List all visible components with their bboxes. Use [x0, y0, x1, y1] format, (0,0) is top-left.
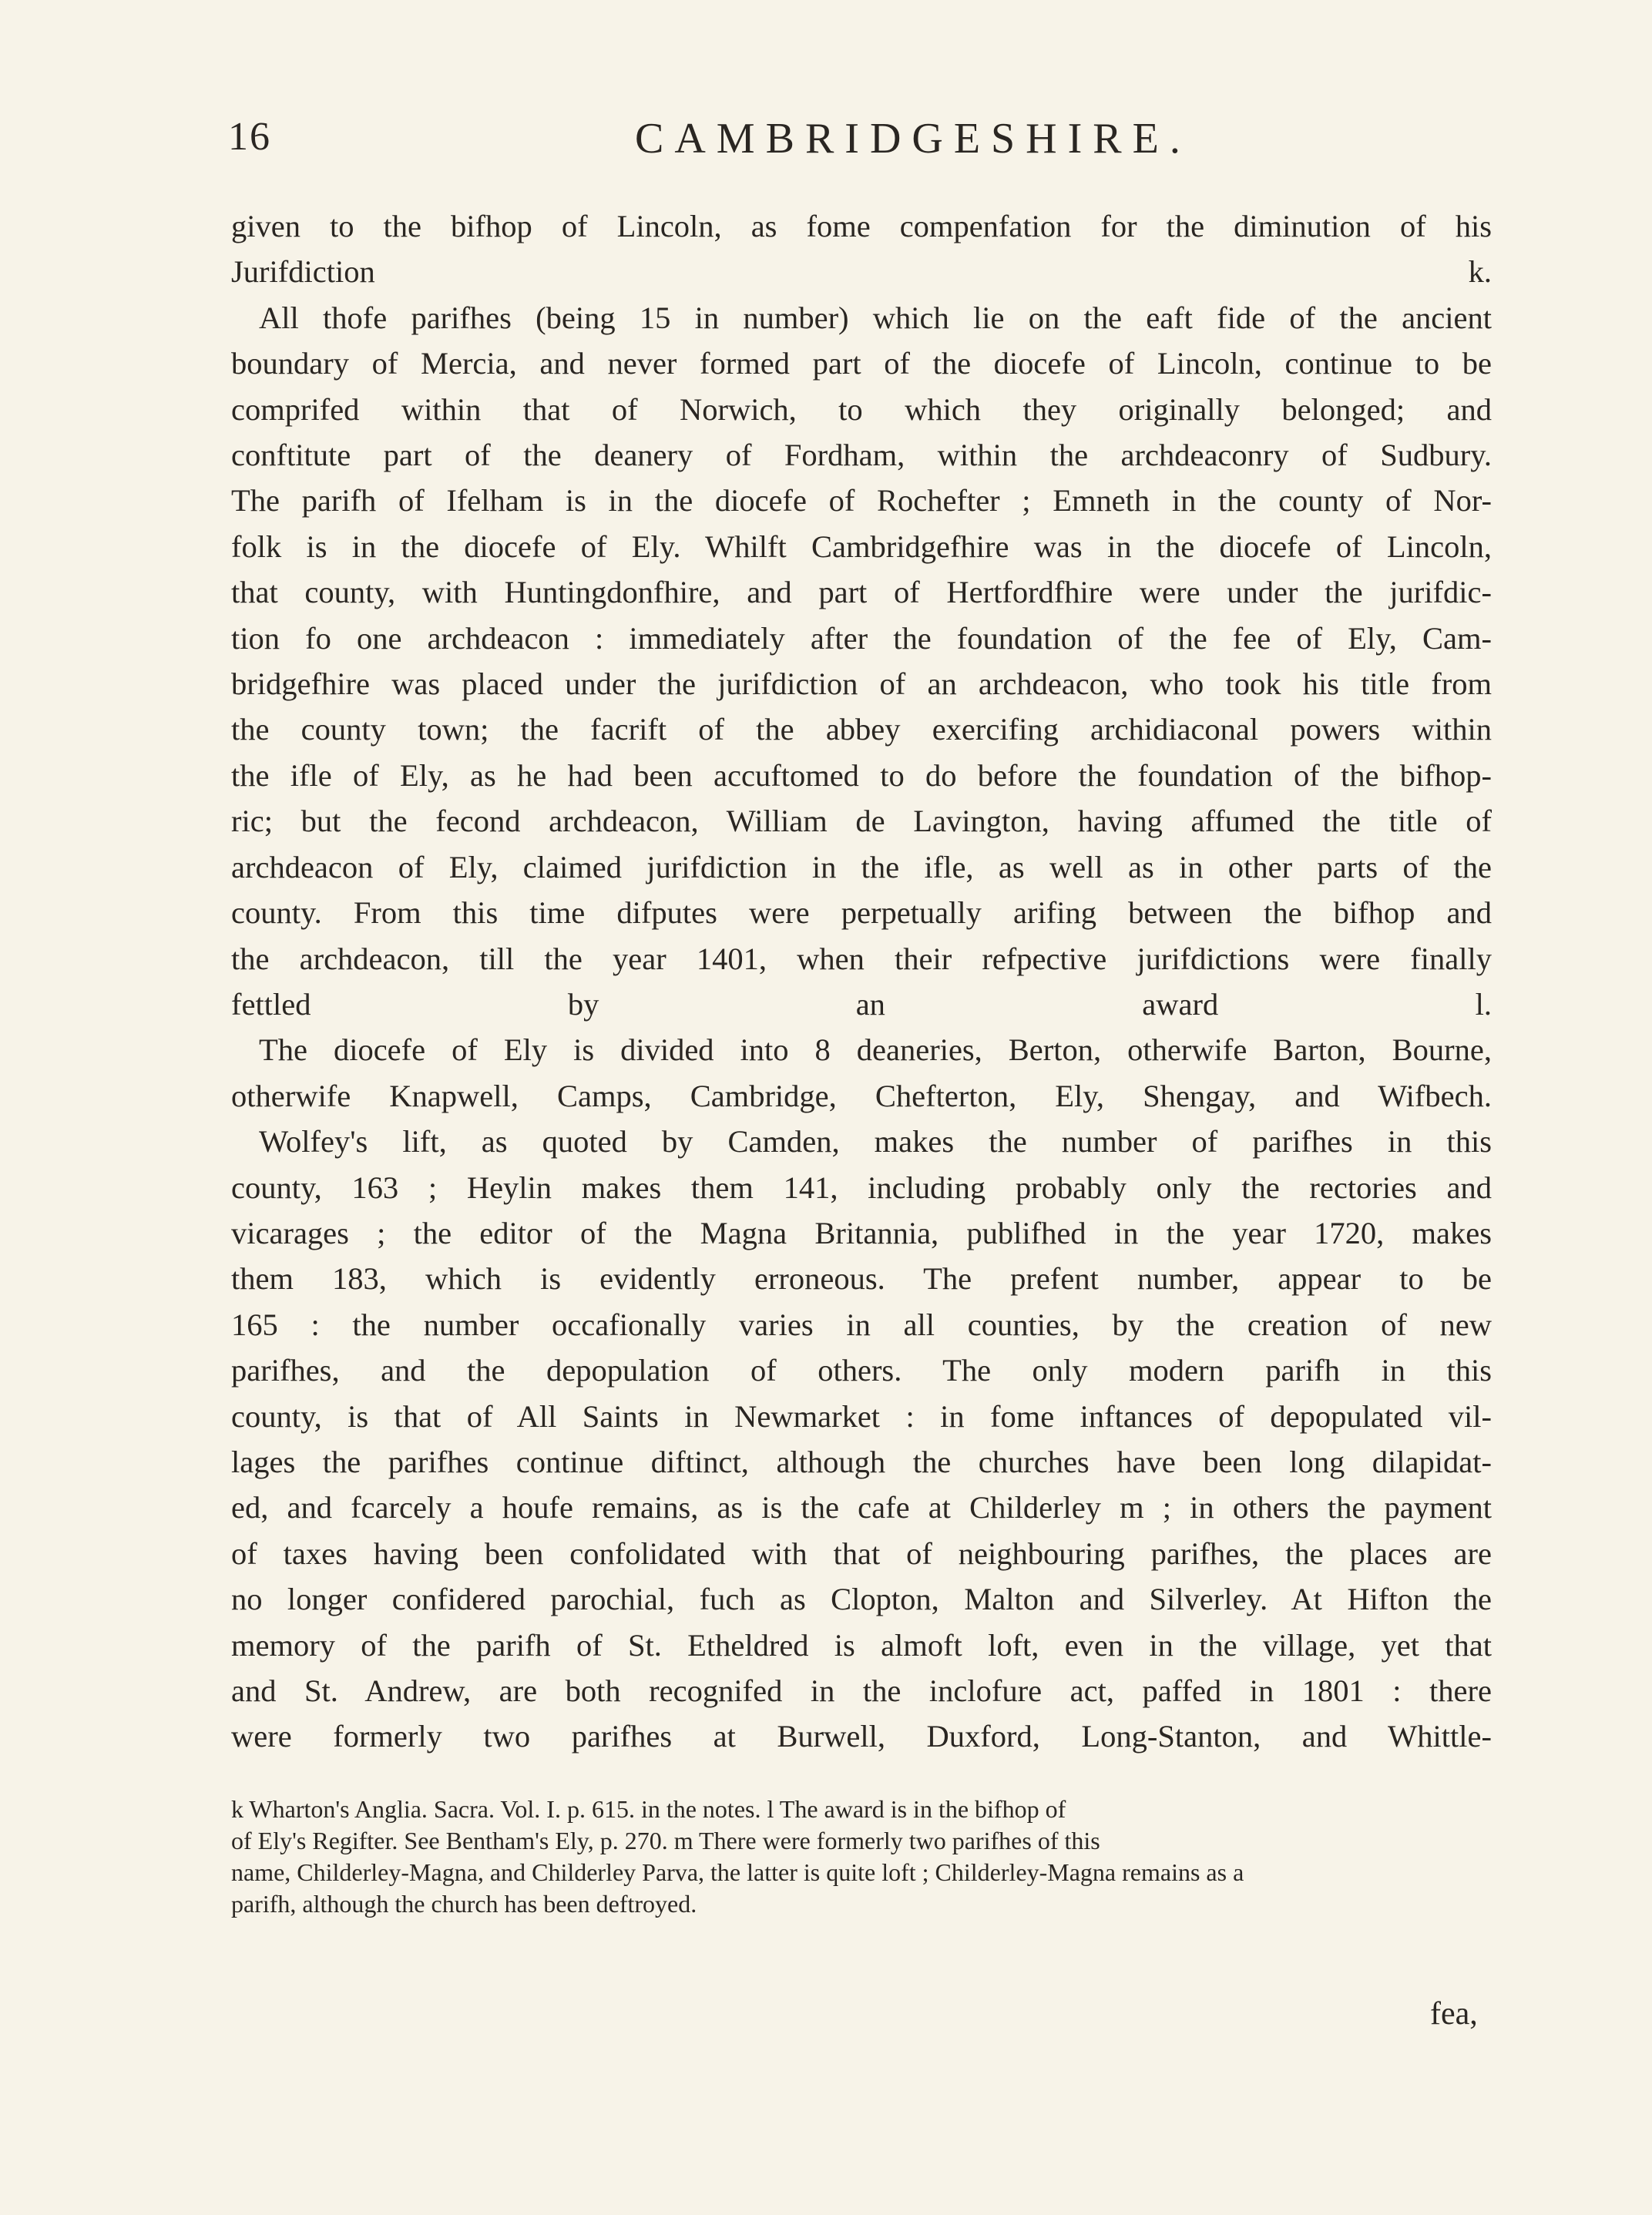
body-text	[231, 203, 1492, 1760]
text-line: fettled by an award l.	[231, 986, 1492, 1022]
text-line: and St. Andrew, are both recognifed in the inclofure act, paffed in 1801 : there	[231, 1673, 1492, 1708]
text-line: All thofe parifhes (being 15 in number) which lie on the eaft fide of the ancient	[259, 300, 1492, 335]
footnote-line: parifh, although the church has been deftroyed.	[231, 1890, 697, 1918]
text-line: county. From this time difputes were perpetually arifing between the bifhop and	[231, 895, 1492, 931]
text-line: given to the bifhop of Lincoln, as fome compenfation for the diminution of his	[231, 209, 1492, 243]
text-line: tion fo one archdeacon : immediately after the foundation of the fee of Ely, Cam-	[231, 620, 1492, 656]
text-line: county, is that of All Saints in Newmarket : in fome inftances of depopulated vil-	[231, 1398, 1492, 1434]
text-line: The parifh of Ifelham is in the diocefe of Rochefter ; Emneth in the county of Nor-	[231, 483, 1492, 519]
paragraph	[231, 341, 1492, 1027]
paragraph	[231, 1119, 1492, 1164]
text-line: archdeacon of Ely, claimed jurifdiction in the ifle, as well as in other parts of the	[231, 849, 1492, 884]
text-line: county, 163 ; Heylin makes them 141, including probably only the rectories and	[231, 1170, 1492, 1205]
paragraph	[231, 1073, 1492, 1119]
text-line: 165 : the number occafionally varies in all counties, by the creation of new	[231, 1307, 1492, 1342]
text-line: the archdeacon, till the year 1401, when their refpective jurifdictions were finally	[231, 941, 1492, 976]
page-header	[228, 114, 1492, 176]
text-line: otherwife Knapwell, Camps, Cambridge, Chefterton, Ely, Shengay, and Wifbech.	[231, 1078, 1492, 1113]
text-line: the county town; the facrift of the abbey exercifing archidiaconal powers within	[231, 712, 1492, 747]
text-line: comprifed within that of Norwich, to which they originally belonged; and	[231, 391, 1492, 427]
text-line: Jurifdiction k.	[231, 254, 1492, 290]
text-line: ric; but the fecond archdeacon, William de Lavington, having affumed the title of	[231, 804, 1492, 839]
text-line: folk is in the diocefe of Ely. Whilft Cambridgefhire was in the diocefe of Lincoln,	[231, 529, 1492, 564]
text-line: no longer confidered parochial, fuch as Clopton, Malton and Silverley. At Hifton the	[231, 1582, 1492, 1617]
paragraph	[231, 295, 1492, 341]
paragraph	[231, 203, 1492, 295]
text-line: memory of the parifh of St. Etheldred is almoft loft, even in the village, yet that	[231, 1627, 1492, 1663]
text-line: vicarages ; the editor of the Magna Britannia, publifhed in the year 1720, makes	[231, 1215, 1492, 1250]
footnote-line: k Wharton's Anglia. Sacra. Vol. I. p. 615. in the notes. l The award is in the bifhop of	[231, 1795, 1066, 1823]
text-line: that county, with Huntingdonfhire, and part of Hertfordfhire were under the jurifdic-	[231, 575, 1492, 610]
paragraph	[231, 1027, 1492, 1072]
text-line: parifhes, and the depopulation of others. The only modern parifh in this	[231, 1353, 1492, 1388]
page-number: 16	[228, 115, 271, 159]
text-line: boundary of Mercia, and never formed part of the diocefe of Lincoln, continue to be	[231, 346, 1492, 381]
text-line: The diocefe of Ely is divided into 8 deaneries, Berton, otherwife Barton, Bourne,	[259, 1032, 1492, 1068]
text-line: ed, and fcarcely a houfe remains, as is the cafe at Childerley m ; in others the payment	[231, 1490, 1492, 1525]
running-title: CAMBRIDGESHIRE.	[635, 115, 1191, 163]
text-line: lages the parifhes continue diftinct, although the churches have been long dilapidat-	[231, 1444, 1492, 1479]
text-line: were formerly two parifhes at Burwell, Duxford, Long-Stanton, and Whittle-	[231, 1719, 1492, 1754]
footnote-line: name, Childerley-Magna, and Childerley Parva, the latter is quite loft ; Childerley-Magna remains as a	[231, 1858, 1244, 1886]
text-line: the ifle of Ely, as he had been accuftomed to do before the foundation of the bifhop-	[231, 757, 1492, 793]
text-line: bridgefhire was placed under the jurifdiction of an archdeacon, who took his title from	[231, 666, 1492, 702]
paragraph	[231, 1165, 1492, 1760]
text-line: of taxes having been confolidated with that of neighbouring parifhes, the places are	[231, 1535, 1492, 1571]
footnotes	[231, 1794, 1495, 1920]
text-line: Wolfey's lift, as quoted by Camden, makes the number of parifhes in this	[259, 1124, 1492, 1160]
text-line: conftitute part of the deanery of Fordham, within the archdeaconry of Sudbury.	[231, 438, 1492, 473]
catchword: fea,	[1430, 1996, 1478, 2032]
footnote-line: of Ely's Regifter. See Bentham's Ely, p. 270. m There were formerly two parifhes of this	[231, 1827, 1100, 1854]
text-line: them 183, which is evidently erroneous. The prefent number, appear to be	[231, 1261, 1492, 1297]
